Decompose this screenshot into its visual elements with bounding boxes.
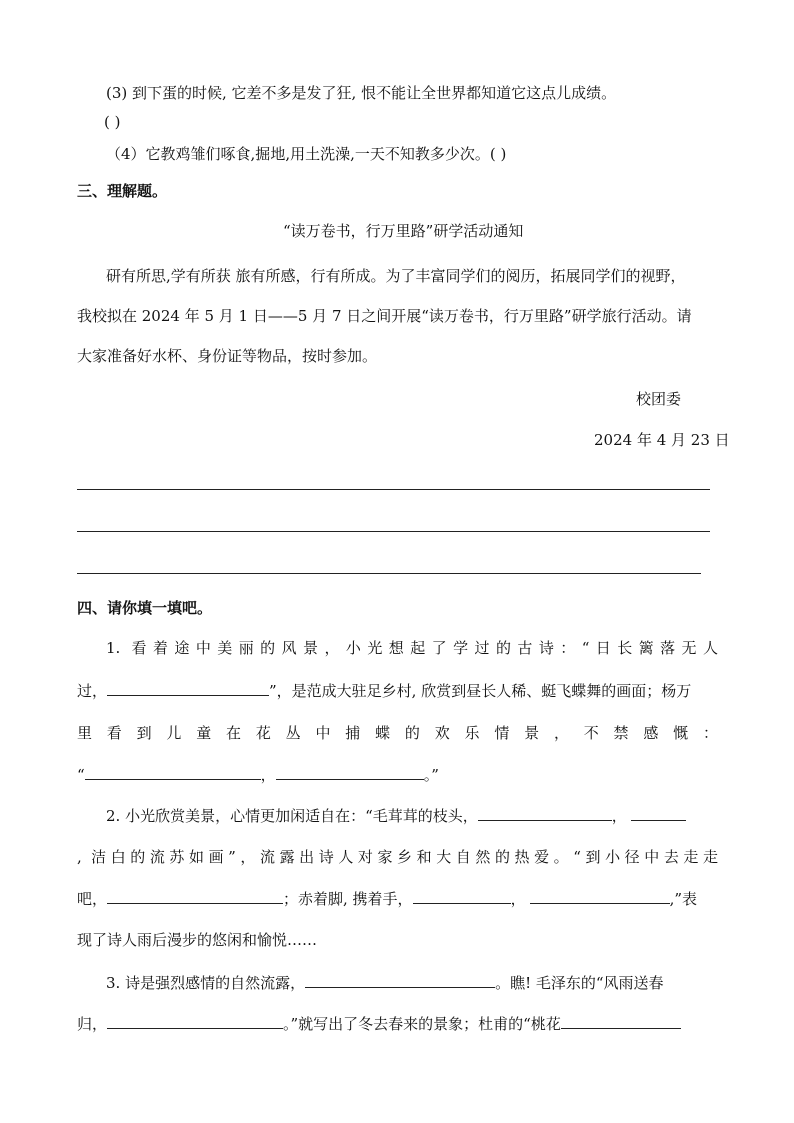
q2-line-1 bbox=[106, 805, 686, 826]
notice-signature: 校团委 bbox=[636, 390, 682, 408]
q1-line-1: 1. 看着途中美丽的风景，小光想起了学过的古诗：“日长篱落无人 bbox=[106, 639, 718, 657]
q1-line-2-start: 过， bbox=[77, 682, 108, 700]
q3-blank-1[interactable] bbox=[305, 972, 495, 988]
q2-line-1-start: 2. 小光欣赏美景，心情更加闲适自在：“毛茸茸的枝头， bbox=[106, 807, 478, 825]
notice-body-line-2: 我校拟在 2024 年 5 月 1 日——5 月 7 日之间开展“读万卷书，行万里路”研学旅行活动。请 bbox=[77, 307, 692, 325]
q3-blank-2[interactable] bbox=[107, 1013, 283, 1029]
question-3-answer-paren: ( ) bbox=[104, 113, 121, 131]
q3-line-1-start: 3. 诗是强烈感情的自然流露， bbox=[106, 974, 306, 992]
q2-blank-3[interactable] bbox=[107, 888, 283, 904]
question-4-text: （4）它教鸡雏们啄食,掘地,用土洗澡,一天不知教多少次。( ) bbox=[106, 145, 507, 163]
answer-line-1[interactable] bbox=[77, 489, 710, 490]
q3-line-2-end: 。”就写出了冬去春来的景象；杜甫的“桃花 bbox=[283, 1015, 561, 1033]
q2-line-2: , 洁白的流苏如画”，流露出诗人对家乡和大自然的热爱。“到小径中去走走 bbox=[77, 848, 718, 866]
notice-body-line-3: 大家准备好水杯、身份证等物品，按时参加。 bbox=[77, 347, 378, 365]
q1-line-2 bbox=[77, 680, 691, 701]
q1-blank-3[interactable] bbox=[276, 764, 424, 780]
q2-line-3-mid: ；赤着脚, 携着手， bbox=[283, 890, 413, 908]
q3-line-1 bbox=[106, 972, 664, 993]
q1-line-3: 里看到儿童在花丛中捕蝶的欢乐情景，不禁感慨： bbox=[77, 724, 718, 742]
q2-line-3-end: ,”表 bbox=[669, 890, 698, 908]
q2-line-3 bbox=[77, 888, 697, 909]
q2-line-3-start: 吧， bbox=[77, 890, 108, 908]
q1-line-2-end: ”，是范成大驻足乡村, 欣赏到昼长人稀、蜓飞蝶舞的画面；杨万 bbox=[269, 682, 692, 700]
notice-title: “读万卷书，行万里路”研学活动通知 bbox=[283, 222, 524, 240]
q3-line-2-start: 归， bbox=[77, 1015, 108, 1033]
notice-body-line-1: 研有所思,学有所获 旅有所感，行有所成。为了丰富同学们的阅历，拓展同学们的视野， bbox=[106, 267, 686, 285]
question-3-text: (3) 到下蛋的时候, 它差不多是发了狂, 恨不能让全世界都知道它这点儿成绩。 bbox=[106, 84, 617, 102]
q3-blank-3[interactable] bbox=[561, 1013, 681, 1029]
q1-line-4-close: 。” bbox=[423, 766, 439, 784]
section-4-heading: 四、请你填一填吧。 bbox=[77, 599, 213, 617]
q1-line-4-open: “ bbox=[77, 766, 85, 784]
q3-line-1-end: 。瞧! 毛泽东的“风雨送春 bbox=[495, 974, 664, 992]
section-3-heading: 三、理解题。 bbox=[77, 182, 168, 200]
q1-line-4 bbox=[77, 764, 439, 785]
answer-line-3[interactable] bbox=[77, 573, 701, 574]
q1-blank-1[interactable] bbox=[107, 680, 269, 696]
q1-blank-2[interactable] bbox=[85, 764, 261, 780]
q2-blank-1[interactable] bbox=[478, 805, 612, 821]
q2-blank-5[interactable] bbox=[530, 888, 670, 904]
q2-blank-4[interactable] bbox=[413, 888, 511, 904]
q3-line-2 bbox=[77, 1013, 681, 1034]
q2-line-1-comma: ， bbox=[611, 807, 627, 825]
q2-line-3-comma: ， bbox=[510, 890, 526, 908]
q2-line-4: 现了诗人雨后漫步的悠闲和愉悦…… bbox=[77, 931, 318, 949]
q1-line-4-comma: ， bbox=[260, 766, 276, 784]
answer-line-2[interactable] bbox=[77, 531, 710, 532]
notice-date: 2024 年 4 月 23 日 bbox=[594, 431, 730, 449]
q2-blank-2[interactable] bbox=[631, 805, 686, 821]
